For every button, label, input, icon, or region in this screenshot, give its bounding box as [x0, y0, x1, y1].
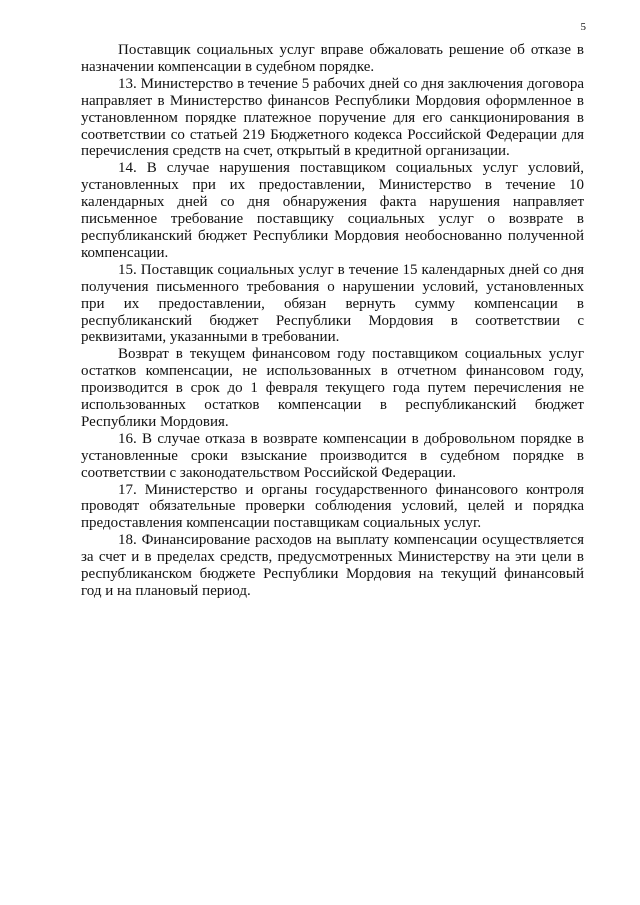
paragraph-13: 13. Министерство в течение 5 рабочих дней со дня заключения договора направляет в Министерство финансов Республики Мордовия оформленное в установленном порядке платежное поручение для его санкционирования в соответствии со статьей 219 Бюджетного кодекса Российской Федерации для перечисления средств на счет, открытый в кредитной организации. — [81, 75, 584, 160]
paragraph-18: 18. Финансирование расходов на выплату компенсации осуществляется за счет и в пределах средств, предусмотренных Министерству на эти цели в республиканском бюджете Республики Мордовия на текущий финансовый год и на плановый период. — [81, 532, 584, 599]
paragraph-15: 15. Поставщик социальных услуг в течение 15 календарных дней со дня получения письменного требования о нарушении условий, установленных при их предоставлении, обязан вернуть сумму компенсации в республиканский бюджет Республики Мордовия в соответствии с реквизитами, указанными в требовании. — [81, 261, 584, 346]
document-body — [81, 42, 584, 600]
paragraph-appeal-refusal: Поставщик социальных услуг вправе обжаловать решение об отказе в назначении компенсации в судебном порядке. — [81, 42, 584, 75]
paragraph-16: 16. В случае отказа в возврате компенсации в добровольном порядке в установленные сроки взыскание производится в судебном порядке в соответствии с законодательством Российской Федерации. — [81, 430, 584, 481]
paragraph-14: 14. В случае нарушения поставщиком социальных услуг условий, установленных при их предоставлении, Министерство в течение 10 календарных дней со дня обнаружения факта нарушения направляет письменное требование поставщику социальных услуг о возврате в республиканский бюджет Республики Мордовия необоснованно полученной компенсации. — [81, 160, 584, 261]
paragraph-return-remainder: Возврат в текущем финансовом году поставщиком социальных услуг остатков компенсации, не использованных в отчетном финансовом году, производится в срок до 1 февраля текущего года путем перечисления не использованных остатков компенсации в республиканский бюджет Республики Мордовия. — [81, 346, 584, 430]
page-number: 5 — [580, 21, 586, 33]
paragraph-17: 17. Министерство и органы государственного финансового контроля проводят обязательные проверки соблюдения условий, целей и порядка предоставления компенсации поставщикам социальных услуг. — [81, 481, 584, 532]
